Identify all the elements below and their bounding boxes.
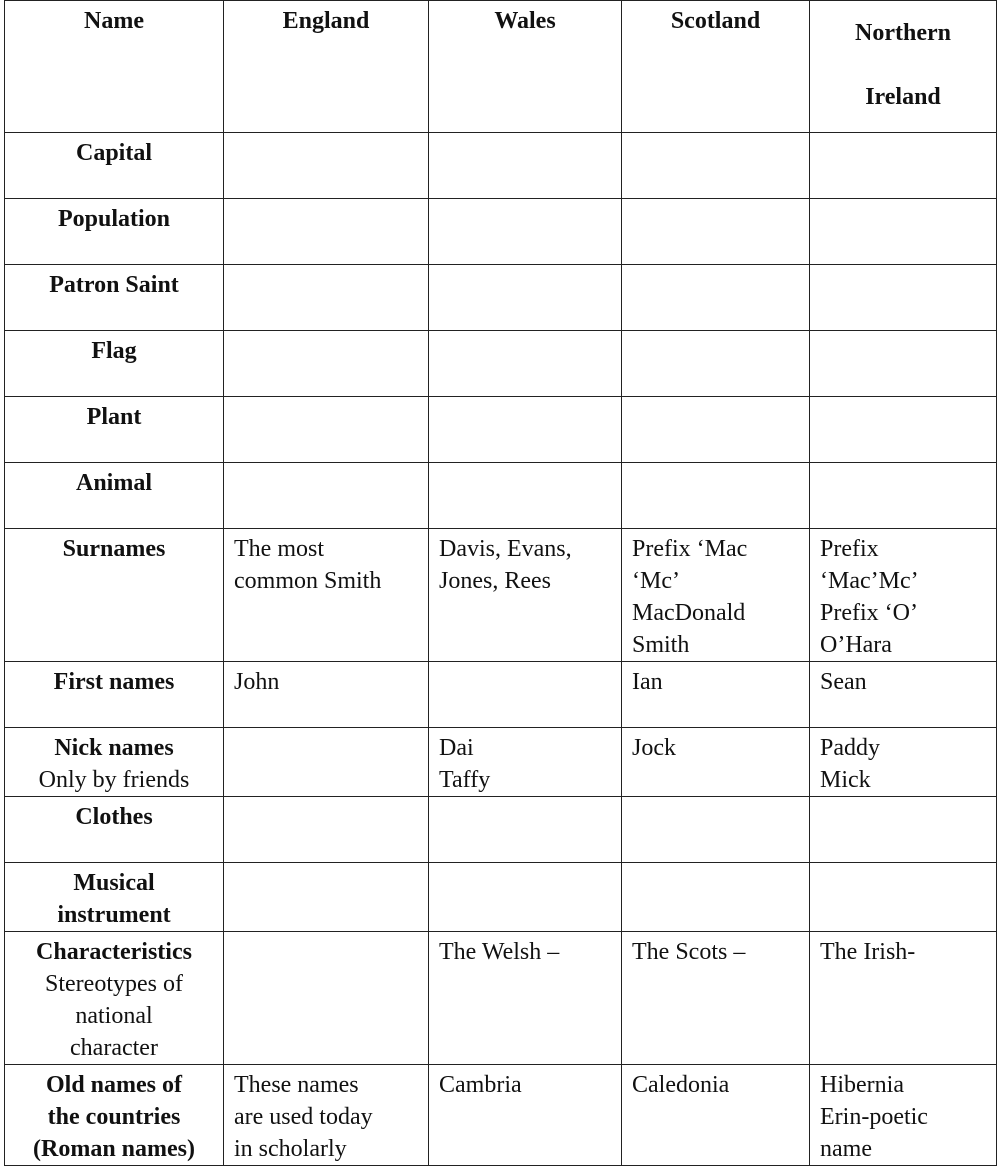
- table-row: [5, 662, 997, 728]
- cell-wales: [429, 397, 622, 463]
- cell-wales: [429, 797, 622, 863]
- cell-northern-ireland: The Irish-: [810, 932, 997, 1065]
- row-header: [5, 932, 224, 1065]
- table-row: [5, 463, 997, 529]
- header-name: Name: [5, 1, 224, 133]
- cell-england: [224, 397, 429, 463]
- cell-northern-ireland: [810, 797, 997, 863]
- row-label: Capital: [75, 140, 152, 166]
- comparison-table: [4, 0, 997, 1166]
- row-sublabel: Stereotypes of national character: [45, 971, 183, 1061]
- cell-scotland: [622, 463, 810, 529]
- cell-england: John: [224, 662, 429, 728]
- row-header: [5, 863, 224, 932]
- header-england: England: [224, 1, 429, 133]
- row-header: [5, 463, 224, 529]
- row-label: Patron Saint: [49, 272, 179, 298]
- row-header: [5, 1065, 224, 1166]
- table-row: [5, 265, 997, 331]
- cell-england: [224, 463, 429, 529]
- cell-england: [224, 728, 429, 797]
- cell-northern-ireland: [810, 331, 997, 397]
- row-label: Characteristics: [36, 939, 192, 965]
- row-label: Clothes: [75, 804, 153, 830]
- table-row: [5, 863, 997, 932]
- cell-scotland: [622, 265, 810, 331]
- table-row: [5, 199, 997, 265]
- table-row: [5, 932, 997, 1065]
- cell-northern-ireland: [810, 133, 997, 199]
- cell-northern-ireland: Hibernia Erin-poetic name: [810, 1065, 997, 1166]
- table-row: [5, 797, 997, 863]
- table-row: [5, 331, 997, 397]
- header-northern-ireland: Northern Ireland: [810, 1, 997, 133]
- cell-wales: [429, 662, 622, 728]
- cell-wales: The Welsh –: [429, 932, 622, 1065]
- cell-northern-ireland: [810, 199, 997, 265]
- row-label: Old names of the countries (Roman names): [33, 1072, 195, 1162]
- cell-scotland: [622, 133, 810, 199]
- cell-england: [224, 133, 429, 199]
- cell-wales: [429, 265, 622, 331]
- row-label: Animal: [75, 470, 152, 496]
- cell-scotland: [622, 863, 810, 932]
- cell-england: [224, 331, 429, 397]
- table-row: [5, 397, 997, 463]
- cell-england: These names are used today in scholarly: [224, 1065, 429, 1166]
- row-label: Musical instrument: [57, 870, 171, 928]
- cell-scotland: [622, 331, 810, 397]
- cell-scotland: [622, 199, 810, 265]
- table-row: [5, 529, 997, 662]
- cell-scotland: The Scots –: [622, 932, 810, 1065]
- header-row: [5, 1, 997, 133]
- table-row: [5, 1065, 997, 1166]
- cell-scotland: [622, 797, 810, 863]
- table-row: [5, 133, 997, 199]
- row-header: [5, 797, 224, 863]
- cell-scotland: [622, 397, 810, 463]
- row-header: [5, 529, 224, 662]
- row-label: Nick names: [54, 735, 174, 761]
- cell-england: [224, 932, 429, 1065]
- row-label: Surnames: [62, 536, 166, 562]
- header-scotland: Scotland: [622, 1, 810, 133]
- cell-northern-ireland: [810, 265, 997, 331]
- row-label: First names: [53, 669, 175, 695]
- cell-wales: Dai Taffy: [429, 728, 622, 797]
- cell-northern-ireland: [810, 463, 997, 529]
- cell-wales: Davis, Evans, Jones, Rees: [429, 529, 622, 662]
- cell-northern-ireland: Sean: [810, 662, 997, 728]
- row-header: [5, 133, 224, 199]
- cell-wales: Cambria: [429, 1065, 622, 1166]
- cell-northern-ireland: Prefix ‘Mac’Mc’ Prefix ‘O’ O’Hara: [810, 529, 997, 662]
- cell-northern-ireland: [810, 397, 997, 463]
- row-header: [5, 728, 224, 797]
- row-sublabel: Only by friends: [38, 767, 190, 793]
- row-header: [5, 662, 224, 728]
- cell-scotland: Caledonia: [622, 1065, 810, 1166]
- row-header: [5, 199, 224, 265]
- header-wales: Wales: [429, 1, 622, 133]
- cell-wales: [429, 331, 622, 397]
- cell-england: The most common Smith: [224, 529, 429, 662]
- row-label: Plant: [86, 404, 142, 430]
- row-header: [5, 397, 224, 463]
- row-header: [5, 331, 224, 397]
- cell-england: [224, 199, 429, 265]
- cell-northern-ireland: [810, 863, 997, 932]
- row-header: [5, 265, 224, 331]
- cell-northern-ireland: Paddy Mick: [810, 728, 997, 797]
- cell-scotland: Ian: [622, 662, 810, 728]
- cell-scotland: Prefix ‘Mac ‘Mc’ MacDonald Smith: [622, 529, 810, 662]
- cell-england: [224, 797, 429, 863]
- cell-wales: [429, 463, 622, 529]
- table-body: [5, 133, 997, 1166]
- cell-scotland: Jock: [622, 728, 810, 797]
- row-label: Flag: [91, 338, 137, 364]
- cell-wales: [429, 133, 622, 199]
- cell-england: [224, 265, 429, 331]
- cell-wales: [429, 863, 622, 932]
- cell-wales: [429, 199, 622, 265]
- cell-england: [224, 863, 429, 932]
- row-label: Population: [57, 206, 171, 232]
- table-row: [5, 728, 997, 797]
